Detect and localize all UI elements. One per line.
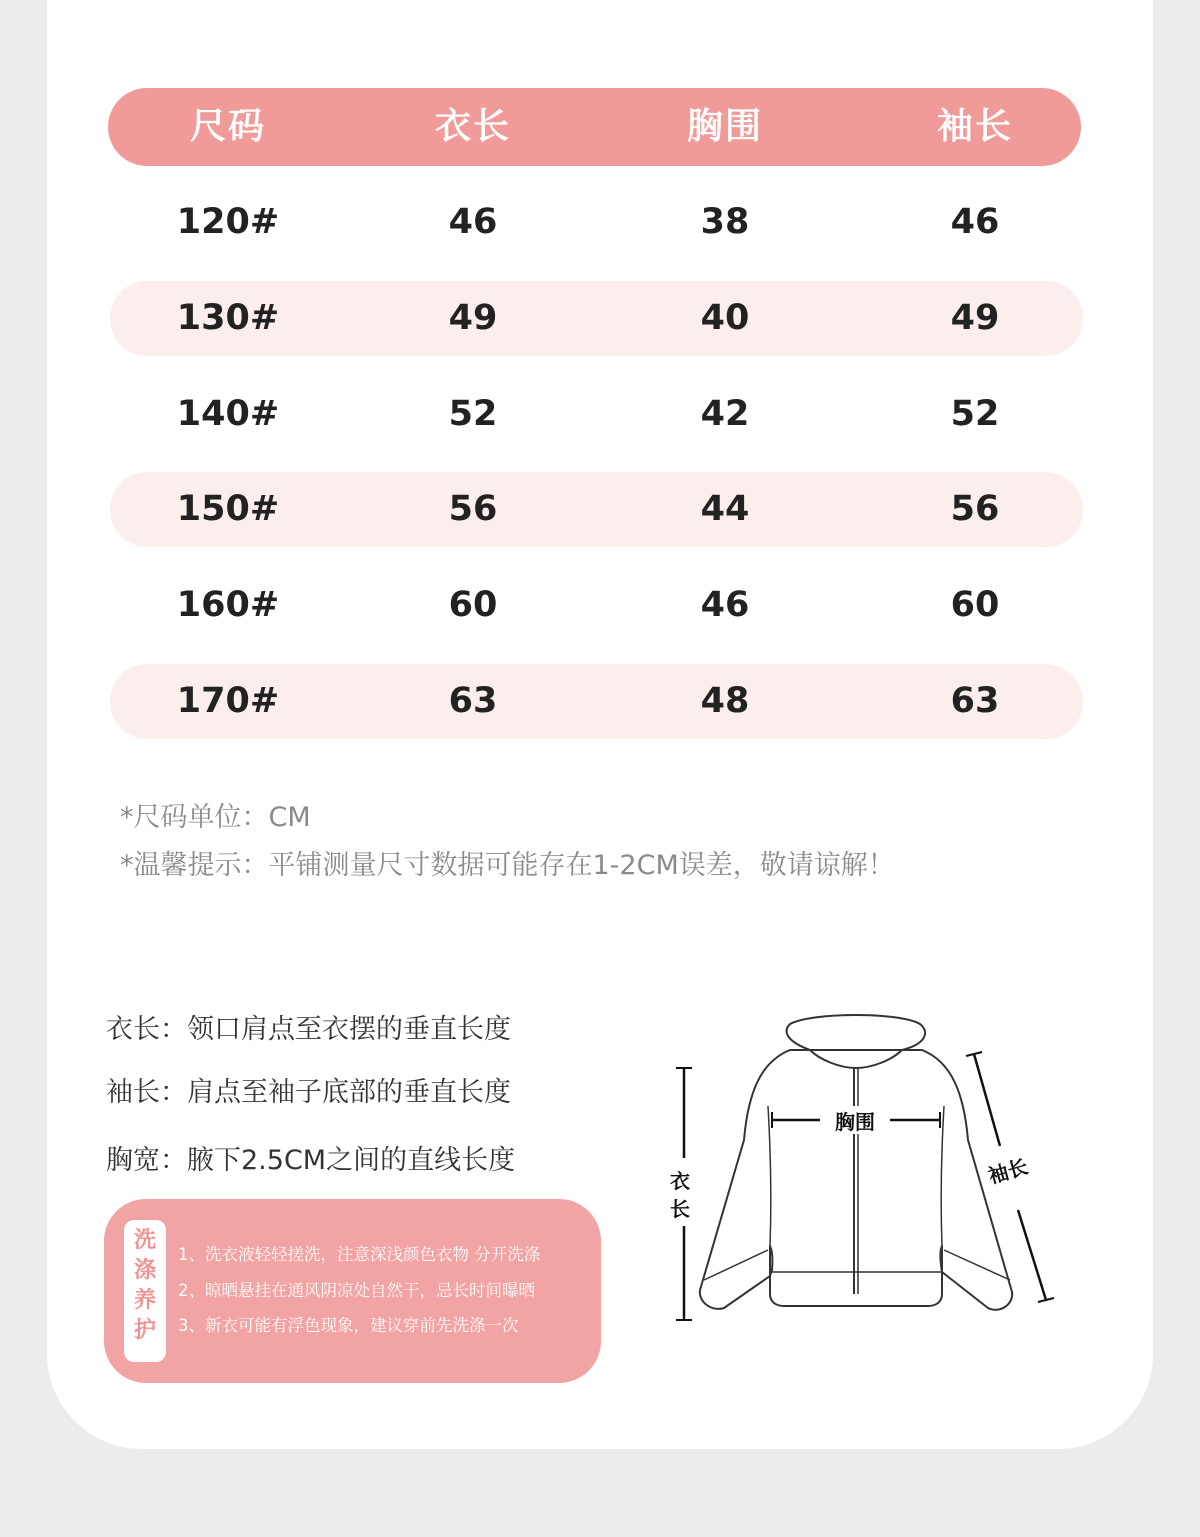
table-cell: 49: [448, 298, 498, 338]
table-cell: 52: [448, 394, 498, 434]
size-table-header: [108, 88, 1081, 166]
table-cell: 150#: [176, 489, 280, 529]
table-cell: 120#: [176, 202, 280, 242]
table-cell: 160#: [176, 585, 280, 625]
header-chest: 胸围: [686, 106, 763, 147]
sleeve-label: 袖长: [985, 1154, 1031, 1189]
hood-shape: [787, 1015, 925, 1050]
table-cell: 170#: [176, 681, 280, 721]
care-line: 2、晾晒悬挂在通风阴凉处自然干，忌长时间曝晒: [178, 1281, 535, 1300]
care-line: 3、新衣可能有浮色现象，建议穿前先洗涤一次: [178, 1316, 519, 1335]
care-line: 1、洗衣液轻轻搓洗，注意深浅颜色衣物 分开洗涤: [178, 1245, 541, 1264]
header-length: 衣长: [434, 106, 511, 147]
table-cell: 63: [950, 681, 1000, 721]
length-label-char: 长: [670, 1197, 690, 1221]
table-row: [110, 377, 1083, 452]
chest-label: 胸围: [835, 1110, 875, 1134]
unit-note: *尺码单位：CM: [120, 802, 311, 833]
table-cell: 49: [950, 298, 1000, 338]
table-cell: 42: [700, 394, 750, 434]
definition-sleeve: 袖长：肩点至袖子底部的垂直长度: [106, 1077, 511, 1108]
table-cell: 46: [700, 585, 750, 625]
table-row: [110, 185, 1083, 260]
table-row: [110, 281, 1083, 356]
care-title: 洗 涤 养 护: [133, 1228, 156, 1343]
table-cell: 140#: [176, 394, 280, 434]
table-row: [110, 472, 1083, 547]
table-row: [110, 568, 1083, 643]
jacket-body-shape: [700, 1050, 1012, 1310]
definition-chest: 胸宽：腋下2.5CM之间的直线长度: [106, 1145, 516, 1176]
table-cell: 48: [700, 681, 750, 721]
table-cell: 40: [700, 298, 750, 338]
table-cell: 46: [448, 202, 498, 242]
table-cell: 44: [700, 489, 750, 529]
definition-length: 衣长：领口肩点至衣摆的垂直长度: [106, 1014, 511, 1045]
hoodie-measurement-diagram: [640, 1010, 1080, 1340]
header-sleeve: 袖长: [936, 106, 1013, 147]
table-cell: 46: [950, 202, 1000, 242]
header-size: 尺码: [189, 106, 266, 147]
table-cell: 63: [448, 681, 498, 721]
table-cell: 56: [448, 489, 498, 529]
table-cell: 60: [950, 585, 1000, 625]
table-cell: 52: [950, 394, 1000, 434]
sleeve-measure-line: [974, 1054, 1000, 1146]
tip-note: *温馨提示：平铺测量尺寸数据可能存在1-2CM误差，敬请谅解！: [120, 850, 895, 881]
table-cell: 60: [448, 585, 498, 625]
table-cell: 38: [700, 202, 750, 242]
table-cell: 56: [950, 489, 1000, 529]
table-row: [110, 664, 1083, 739]
length-label-char: 衣: [670, 1169, 690, 1193]
table-cell: 130#: [176, 298, 280, 338]
